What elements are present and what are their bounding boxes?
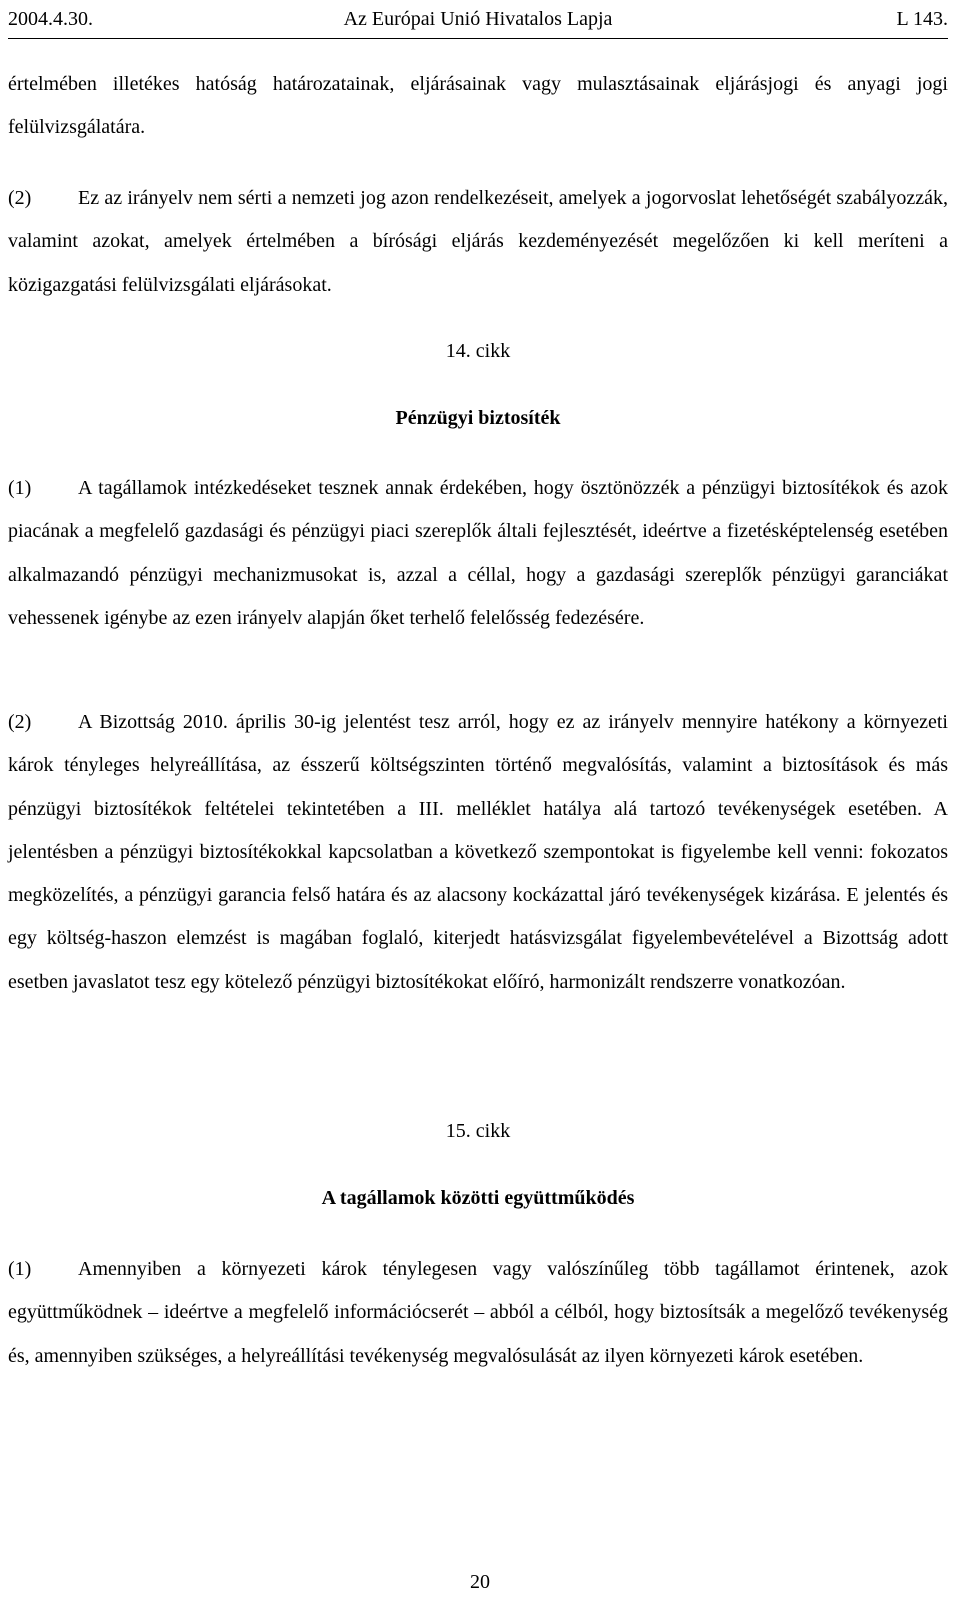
article-14-p1-number: (1) [8,477,32,499]
article-15-p1-number: (1) [8,1258,32,1280]
header-date: 2004.4.30. [8,8,93,30]
article-14-title: Pénzügyi biztosíték [395,407,561,429]
paragraph-2-block [8,177,948,307]
continuation-paragraph: értelmében illetékes hatóság határozatainak, eljárásainak vagy mulasztásainak eljárásjogi és anyagi jogi felülvizsgálatára. [8,73,948,139]
article-14-heading [8,336,948,366]
article-14-number: 14. cikk [445,340,511,362]
header-divider [8,38,948,39]
article-15-number: 15. cikk [445,1120,511,1142]
article-14-paragraph-2 [8,701,948,1004]
article-14-paragraph-1-block [8,467,948,640]
article-15-title: A tagállamok közötti együttműködés [321,1187,635,1209]
continuation-block [8,63,948,150]
article-15-paragraph-1 [8,1248,948,1378]
article-15-p1-text: Amennyiben a környezeti károk ténylegesen vagy valószínűleg több tagállamot érintenek, azok együttműködnek – ideértve a megfelelő információcserét – abból a célból, hogy biztosítsák a megelőző tevékenység és, amennyiben szükséges, a helyreállítási tevékenység megvalósulását az ilyen környezeti károk esetében. [8,1258,948,1367]
page-header [8,4,948,34]
paragraph-2-number: (2) [8,187,32,209]
paragraph-2-text: Ez az irányelv nem sérti a nemzeti jog azon rendelkezéseit, amelyek a jogorvoslat lehetőségét szabályozzák, valamint azokat, amelyek értelmében a bírósági eljárás kezdeményezését megelőzően ki kell meríteni a közigazgatási felülvizsgálati eljárásokat. [8,187,948,296]
article-14-paragraph-2-block [8,701,948,1004]
header-journal-title: Az Európai Unió Hivatalos Lapja [343,8,613,30]
article-15-heading [8,1116,948,1146]
article-15-paragraph-1-block [8,1248,948,1378]
page-number: 20 [470,1571,490,1593]
article-15-title-block [8,1183,948,1213]
paragraph-2 [8,177,948,307]
article-14-p2-text: A Bizottság 2010. április 30-ig jelentést tesz arról, hogy ez az irányelv mennyire hatékony a környezeti károk tényleges helyreállítása, az ésszerű költségszinten történő megvalósítás, valamint a biztosítások és más pénzügyi biztosítékok feltételei tekintetében a III. melléklet hatálya alá tartozó tevékenységek esetében. A jelentésben a pénzügyi biztosítékokkal kapcsolatban a következő szempontokat is figyelembe kell venni: fokozatos megközelítés, a pénzügyi garancia felső határa és az alacsony kockázattal járó tevékenységek kizárása. E jelentés és egy költség-haszon elemzést is magában foglaló, kiterjedt hatásvizsgálat figyelembevételével a Bizottság adott esetben javaslatot tesz egy kötelező pénzügyi biztosítékokat előíró, harmonizált rendszerre vonatkozóan. [8,711,948,993]
article-14-p1-text: A tagállamok intézkedéseket tesznek annak érdekében, hogy ösztönözzék a pénzügyi biztosítékok és azok piacának a megfelelő gazdasági és pénzügyi piaci szereplők általi fejlesztését, ideértve a fizetésképtelenség esetében alkalmazandó pénzügyi mechanizmusokat is, azzal a céllal, hogy a gazdasági szereplők pénzügyi garanciákat vehessenek igénybe az ezen irányelv alapján őket terhelő felelősség fedezésére. [8,477,948,629]
article-14-title-block [8,403,948,433]
header-page-reference: L 143. [896,8,948,30]
article-14-paragraph-1 [8,467,948,640]
article-14-p2-number: (2) [8,711,32,733]
